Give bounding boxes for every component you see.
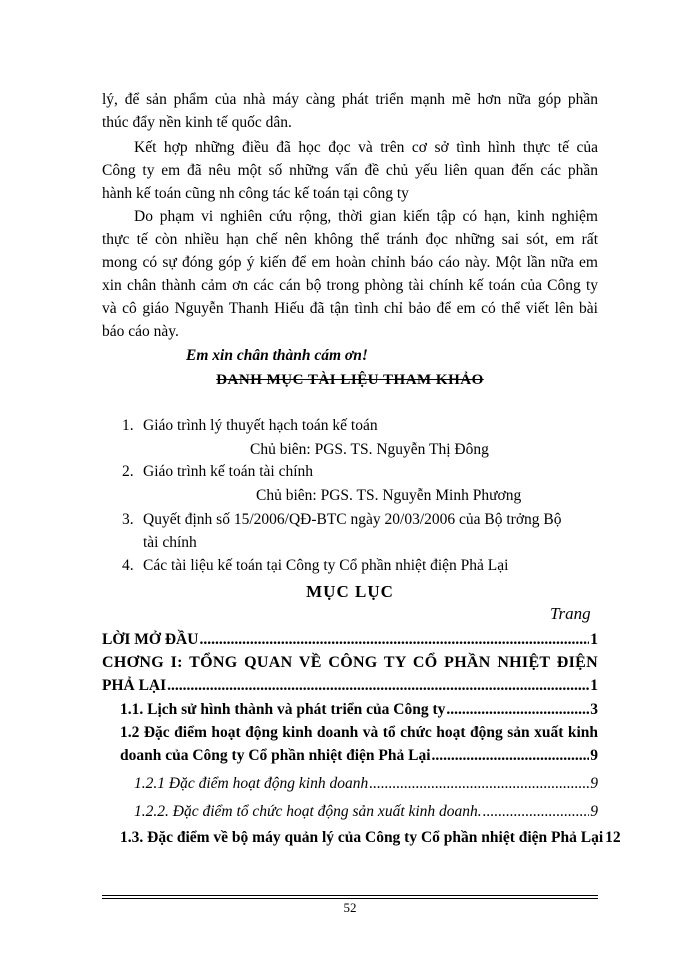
- ref-title: Giáo trình lý thuyết hạch toán kế toán: [143, 417, 378, 434]
- body-line: xin chân thành cảm ơn các cán bộ trong phòng tài chính kế toán của Công ty: [102, 277, 598, 294]
- references-heading: DANH MỤC TÀI LIỆU THAM KHẢO: [216, 372, 484, 388]
- body-line: Công ty em đã nêu một số những vấn đề chủ yếu liên quan đến các phần: [102, 162, 598, 179]
- toc-title: MỤC LỤC: [306, 582, 394, 601]
- toc-entry-page: 1: [590, 631, 598, 648]
- toc-leader: [446, 700, 589, 720]
- ref-title-cont: tài chính: [143, 534, 197, 551]
- thanks-line: Em xin chân thành cám ơn!: [186, 347, 368, 364]
- toc-entry-page: 3: [590, 701, 598, 718]
- toc-entry-text: doanh của Công ty Cổ phần nhiệt điện Phả Lại: [120, 747, 431, 764]
- toc-leader: [432, 746, 590, 766]
- ref-title: Quyết định số 15/2006/QĐ-BTC ngày 20/03/2006 của Bộ trởng Bộ: [143, 511, 562, 528]
- toc-entry-text: LỜI MỞ ĐẦU: [102, 631, 199, 648]
- ref-number: 2.: [122, 463, 134, 480]
- body-line: hành kế toán cũng nh công tác kế toán tại công ty: [102, 185, 409, 202]
- toc-entry-page: 9: [590, 775, 598, 792]
- toc-leader: [483, 802, 590, 822]
- toc-entry-text: PHẢ LẠI: [102, 677, 167, 694]
- ref-number: 4.: [122, 557, 134, 574]
- toc-entry[interactable]: [102, 630, 598, 650]
- ref-number: 3.: [122, 511, 134, 528]
- body-line: mong có sự đóng góp ý kiến để em hoàn chỉnh báo cáo này. Một lần nữa em: [102, 254, 598, 271]
- toc-entry[interactable]: [134, 802, 598, 822]
- ref-number: 1.: [122, 417, 134, 434]
- body-line: lý, để sản phẩm của nhà máy càng phát triển mạnh mẽ hơn nữa góp phần: [102, 91, 598, 108]
- body-line: Do phạm vi nghiên cứu rộng, thời gian kiến tập có hạn, kinh nghiệm: [134, 208, 598, 225]
- toc-entry-page: 12: [605, 829, 621, 846]
- ref-editor: Chủ biên: PGS. TS. Nguyễn Thị Đông: [250, 441, 489, 458]
- toc-entry[interactable]: [120, 700, 598, 720]
- toc-leader: [167, 676, 589, 696]
- toc-entry-text: 1.2.2. Đặc điểm tổ chức hoạt động sản xuất kinh doanh.: [134, 803, 482, 820]
- page-number: 52: [343, 900, 357, 915]
- toc-entry-page: 9: [590, 747, 598, 764]
- ref-title: Giáo trình kế toán tài chính: [143, 463, 314, 480]
- ref-editor: Chủ biên: PGS. TS. Nguyễn Minh Phương: [256, 487, 522, 504]
- toc-entry-page: 9: [590, 803, 598, 820]
- toc-entry-text[interactable]: CHƠNG I: TỔNG QUAN VỀ CÔNG TY CỔ PHẦN NHIỆT ĐIỆN: [102, 654, 598, 671]
- body-line: Kết hợp những điều đã học đọc và trên cơ sở tình hình thực tế của: [134, 139, 598, 156]
- toc-leader: [369, 774, 589, 794]
- footer-rule: [102, 898, 598, 899]
- body-line: và cô giáo Nguyễn Thanh Hiếu đã tận tình chỉ bảo để em có thể viết lên bài: [102, 300, 598, 317]
- toc-entry[interactable]: [120, 746, 598, 766]
- toc-entry-text: 1.3. Đặc điểm về bộ máy quản lý của Công ty Cổ phần nhiệt điện Phả Lại: [120, 829, 604, 846]
- toc-entry-text[interactable]: 1.2 Đặc điểm hoạt động kinh doanh và tổ chức hoạt động sản xuất kinh: [120, 724, 598, 741]
- toc-entry-text: 1.2.1 Đặc điểm hoạt động kinh doanh: [134, 775, 369, 792]
- toc-leader: [199, 630, 589, 650]
- toc-entry[interactable]: [120, 828, 621, 848]
- body-line: thực tế còn nhiều hạn chế nên không thể tránh đọc những sai sót, em rất: [102, 231, 598, 248]
- toc-entry-page: 1: [590, 677, 598, 694]
- ref-title: Các tài liệu kế toán tại Công ty Cổ phần nhiệt điện Phả Lại: [143, 557, 509, 574]
- footer-rule: [102, 895, 598, 896]
- toc-entry-text: 1.1. Lịch sử hình thành và phát triển của Công ty: [120, 701, 446, 718]
- body-line: báo cáo này.: [102, 323, 179, 340]
- toc-entry[interactable]: [102, 676, 598, 696]
- toc-page-label: Trang: [550, 604, 591, 623]
- body-line: thúc đẩy nền kinh tế quốc dân.: [102, 114, 292, 131]
- toc-entry[interactable]: [134, 774, 598, 794]
